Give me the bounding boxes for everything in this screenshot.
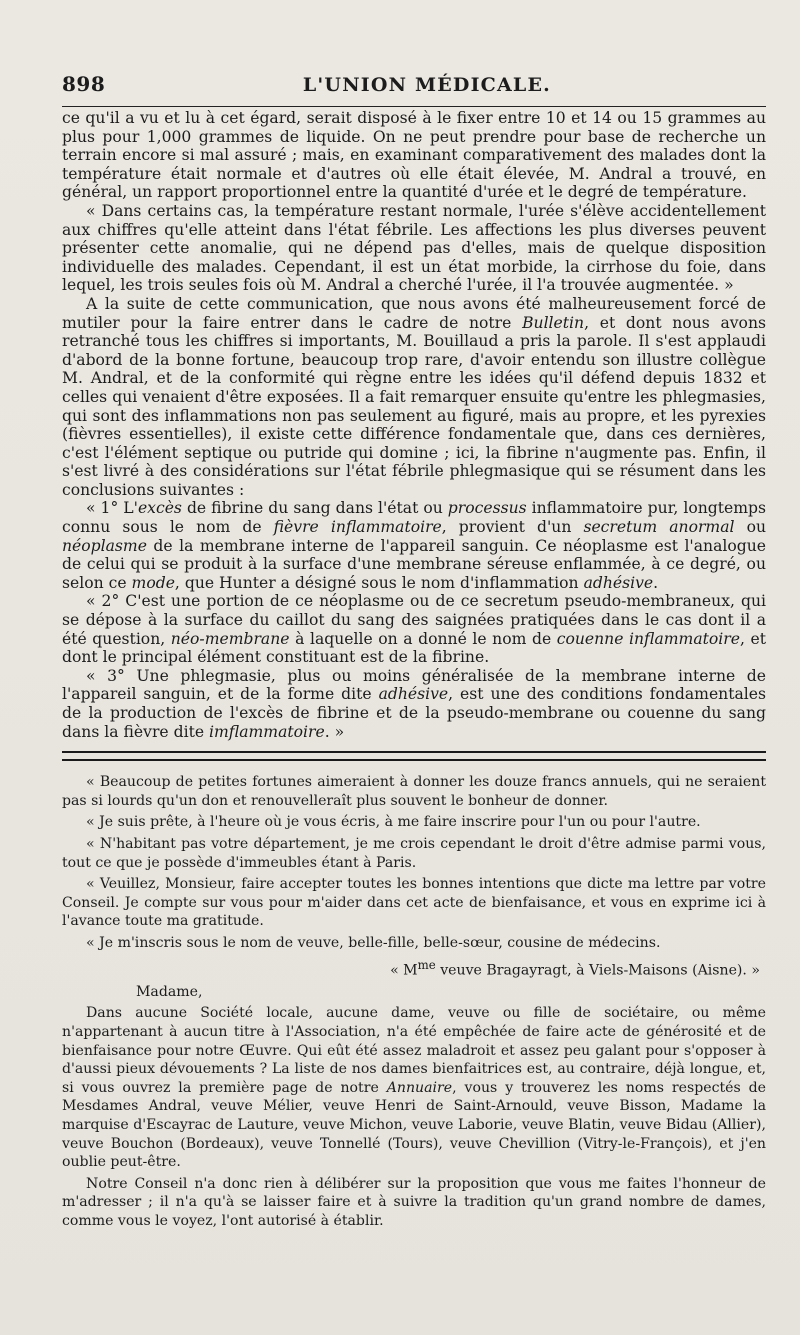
page-header (62, 72, 766, 102)
salutation: Madame, (136, 983, 203, 1000)
letter-section (62, 773, 766, 1230)
conclusion-3: « 3° Une phlegmasie, plus ou moins généralisée de la membrane interne de l'appareil sanguin, et de la forme dite adhésive, est une des conditions fondamentales de la production de l'excès de fibrine et de la pseudo-membrane ou couenne du sang dans la fièvre dite imflammatoire. » (62, 666, 766, 741)
letter-paragraph: « Beaucoup de petites fortunes aimeraient à donner les douze francs annuels, qui ne seraient pas si lourds qu'un don et renouvelleraît plus souvent le bonheur de donner. (62, 774, 766, 809)
letter-paragraph: « N'habitant pas votre département, je me crois cependant le droit d'être admise parmi vous, tout ce que je possède d'immeubles étant à Paris. (62, 835, 766, 871)
paragraph: A la suite de cette communication, que nous avons été malheureusement forcé de mutiler pour la faire entrer dans le cadre de notre Bulletin, et dont nous avons retranché tous les chiffres si importants, M. Bouillaud a pris la parole. Il s'est applaudi d'abord de la bonne fortune, beaucoup trop rare, d'avoir entendu son illustre collègue M. Andral, et de la conformité qui règne entre les idées qu'il défend depuis 1832 et celles qui venaient d'être exposées. Il a fait remarquer ensuite qu'entre les phlegmasies, qui sont des inflammations non pas seulement au figuré, mais au propre, et les pyrexies (fièvres essentielles), il existe cette différence fondamentale que, dans ces dernières, c'est l'élément septique ou putride qui domine ; ici, la fibrine n'augmente pas. Enfin, il s'est livré à des considérations sur l'état fébrile phlegmasique qui se résument dans les conclusions suivantes : (62, 294, 766, 499)
letter-paragraph: « Veuillez, Monsieur, faire accepter toutes les bonnes intentions que dicte ma lettre par votre Conseil. Je compte sur vous pour m'aider dans cet acte de bienfaisance, et vous en exprime ici à l'avance toute ma gratitude. (62, 876, 766, 930)
running-title: L'UNION MÉDICALE. (302, 74, 551, 96)
paragraph: ce qu'il a vu et lu à cet égard, serait disposé à le fixer entre 10 et 14 ou 15 grammes au plus pour 1,000 grammes de liquide. On ne peut prendre pour base de recherche un terrain encore si mal assuré ; mais, en examinant comparativement des malades dont la température était normale et d'autres où elle était élevée, M. Andral a trouvé, en général, un rapport proportionnel entre la quantité d'urée et le degré de température. (62, 109, 766, 202)
letter-paragraph: « Je m'inscris sous le nom de veuve, belle-fille, belle-sœur, cousine de médecins. (86, 934, 661, 951)
header-rule (62, 106, 766, 107)
letter-signature: « $M^{me}$ veuve Bragayragt, à Viels-Maisons (Aisne). » (390, 957, 760, 979)
section-divider (62, 751, 766, 761)
letter-paragraph: « Je suis prête, à l'heure où je vous écris, à me faire inscrire pour l'un ou pour l'autre. (86, 814, 701, 831)
main-text (62, 109, 766, 741)
paragraph: « Dans certains cas, la température restant normale, l'urée s'élève accidentellement aux chiffres qu'elle atteint dans l'état fébrile. Les affections les plus diverses peuvent présenter cette anomalie, qui ne dépend pas d'elles, mais de quelque disposition individuelle des malades. Cependant, il est un état morbide, la cirrhose du foie, dans lequel, les trois seules fois où M. Andral a cherché l'urée, il l'a trouvée augmentée. » (62, 201, 766, 295)
conclusion-2: « 2° C'est une portion de ce néoplasme ou de ce secretum pseudo-membraneux, qui se dépose à la surface du caillot du sang des saignées pratiquées dans le cas dont il a été question, néo-membrane à laquelle on a donné le nom de couenne inflammatoire, et dont le principal élément constituant est de la fibrine. (62, 592, 766, 667)
reply-paragraph: Notre Conseil n'a donc rien à délibérer sur la proposition que vous me faites l'honneur de m'adresser ; il n'a qu'à se laisser faire et à suivre la tradition qu'un grand nombre de dames, comme vous le voyez, l'ont autorisé à établir. (62, 1175, 766, 1229)
page-number: 898 (62, 72, 106, 96)
conclusion-1: « 1° L'excès de fibrine du sang dans l'état ou processus inflammatoire pur, longtemps connu sous le nom de fièvre inflammatoire, provient d'un secretum anormal ou néoplasme de la membrane interne de l'appareil sanguin. Ce néoplasme est l'analogue de celui qui se produit à la surface d'une membrane séreuse enflammée, à ce degré, ou selon ce mode, que Hunter a désigné sous le nom d'inflammation adhésive. (62, 499, 766, 592)
reply-paragraph: Dans aucune Société locale, aucune dame, veuve ou fille de sociétaire, ou même n'appartenant à aucun titre à l'Association, n'a été empêchée de faire acte de générosité et de bienfaisance pour notre Œuvre. Qui eût été assez maladroit et assez peu galant pour s'opposer à d'aussi pieux dévouements ? La liste de nos dames bienfaitrices est, au contraire, déjà longue, et, si vous ouvrez la première page de notre Annuaire, vous y trouverez les noms respectés de Mesdames Andral, veuve Mélier, veuve Henri de Saint-Arnould, veuve Bisson, Madame la marquise d'Escayrac de Lauture, veuve Michon, veuve Laborie, veuve Blatin, veuve Bidau (Allier), veuve Bouchon (Bordeaux), veuve Tonnellé (Tours), veuve Chevillion (Vitry-le-François), et j'en oublie peut-être. (62, 1005, 767, 1171)
